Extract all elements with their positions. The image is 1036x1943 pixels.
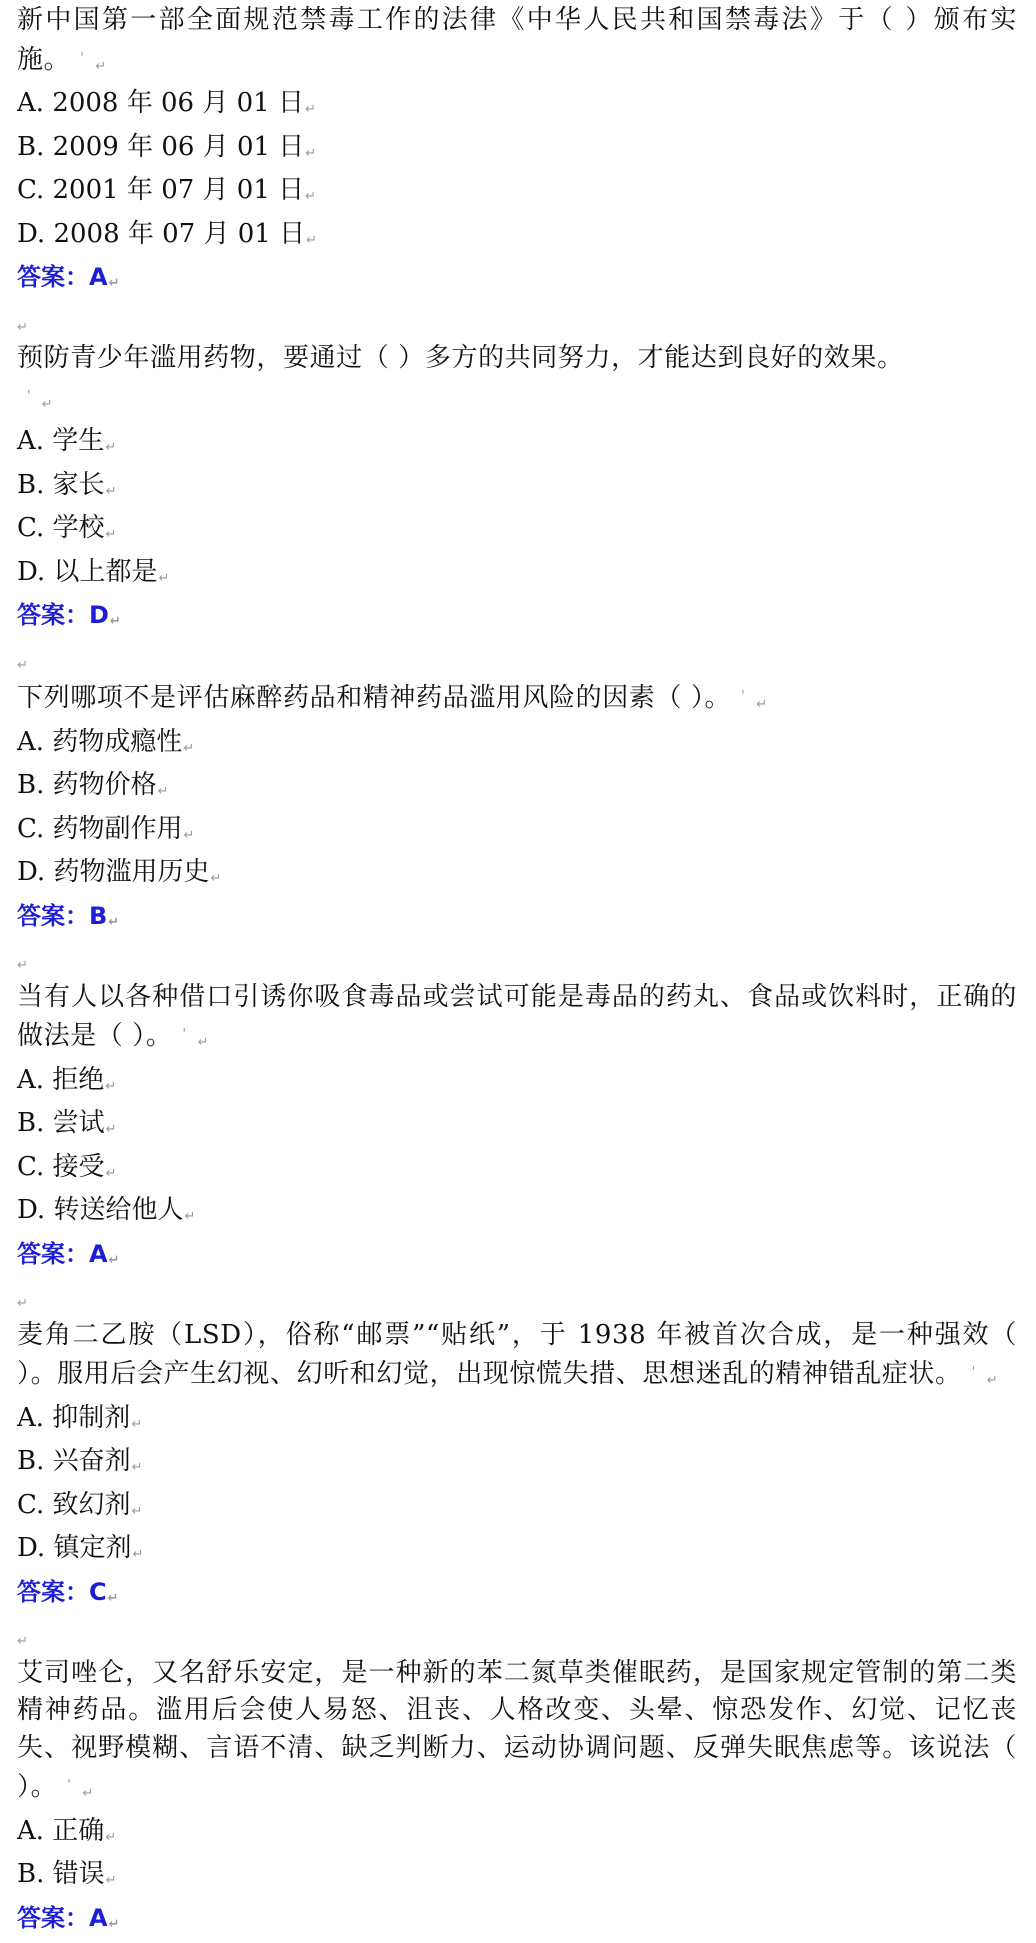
answer-value: A — [89, 1904, 108, 1932]
option-a: A. 抑制剂↵ — [17, 1400, 1017, 1444]
option-c: C. 2001 年 07 月 01 日↵ — [17, 172, 1017, 216]
question-stem: 新中国第一部全面规范禁毒工作的法律《中华人民共和国禁毒法》于（ ）颁布实施。 '↵ — [17, 2, 1017, 85]
option-a: A. 药物成瘾性↵ — [17, 724, 1017, 768]
paragraph-mark: ↵ — [17, 1296, 28, 1311]
option-c: C. 接受↵ — [17, 1149, 1017, 1193]
stem-marks-line — [17, 378, 1017, 424]
question-stem: 预防青少年滥用药物，要通过（ ）多方的共同努力，才能达到良好的效果。 — [17, 340, 1017, 378]
option-d: D. 药物滥用历史↵ — [17, 854, 1017, 898]
paragraph-mark: ↵ — [95, 59, 107, 74]
paragraph-mark: ↵ — [17, 958, 28, 973]
option-d: D. 镇定剂↵ — [17, 1530, 1017, 1574]
question-6 — [17, 1655, 1017, 1943]
paragraph-mark: ↵ — [105, 440, 116, 455]
paragraph-mark: ↵ — [105, 1079, 116, 1094]
blank-paragraph — [17, 641, 1017, 679]
paragraph-mark: ↵ — [756, 697, 768, 712]
question-5 — [17, 1317, 1017, 1655]
answer-value: A — [89, 263, 108, 291]
answer-value: C — [89, 1578, 107, 1606]
answer-line: 答案：C↵ — [17, 1574, 1017, 1618]
paragraph-mark: ↵ — [306, 233, 317, 248]
paragraph-mark: ↵ — [183, 741, 194, 756]
option-a: A. 学生↵ — [17, 423, 1017, 467]
tick-mark: ' — [27, 389, 31, 404]
option-d: D. 以上都是↵ — [17, 554, 1017, 598]
paragraph-mark: ↵ — [109, 1253, 120, 1268]
option-c: C. 药物副作用↵ — [17, 811, 1017, 855]
paragraph-mark: ↵ — [158, 571, 169, 586]
tick-mark: ' — [972, 1365, 976, 1380]
paragraph-mark: ↵ — [987, 1373, 999, 1388]
option-b: B. 家长↵ — [17, 467, 1017, 511]
question-1 — [17, 2, 1017, 340]
paragraph-mark: ↵ — [106, 1166, 117, 1181]
tick-mark: ' — [741, 689, 745, 704]
paragraph-mark: ↵ — [109, 1917, 120, 1932]
option-c: C. 致幻剂↵ — [17, 1487, 1017, 1531]
paragraph-mark: ↵ — [106, 527, 117, 542]
paragraph-mark: ↵ — [131, 1417, 142, 1432]
paragraph-mark: ↵ — [132, 1460, 143, 1475]
paragraph-mark: ↵ — [42, 397, 53, 412]
tick-mark: ' — [80, 51, 84, 66]
blank-paragraph — [17, 941, 1017, 979]
paragraph-mark: ↵ — [110, 614, 121, 629]
paragraph-mark: ↵ — [106, 1873, 117, 1888]
question-stem: 麦角二乙胺（LSD），俗称“邮票”“贴纸”，于 1938 年被首次合成，是一种强效（ ）。服用后会产生幻视、幻听和幻觉，出现惊慌失措、思想迷乱的精神错乱症状。 '↵ — [17, 1317, 1017, 1400]
paragraph-mark: ↵ — [17, 1634, 28, 1649]
option-b: B. 药物价格↵ — [17, 767, 1017, 811]
paragraph-mark: ↵ — [82, 1786, 94, 1801]
paragraph-mark: ↵ — [105, 1830, 116, 1845]
option-d: D. 2008 年 07 月 01 日↵ — [17, 216, 1017, 260]
paragraph-mark: ↵ — [305, 189, 316, 204]
paragraph-mark: ↵ — [108, 915, 119, 930]
option-b: B. 尝试↵ — [17, 1105, 1017, 1149]
question-2 — [17, 340, 1017, 678]
option-a: A. 2008 年 06 月 01 日↵ — [17, 85, 1017, 129]
answer-value: D — [89, 601, 109, 629]
paragraph-mark: ↵ — [17, 320, 28, 335]
question-4 — [17, 979, 1017, 1317]
answer-value: B — [89, 902, 107, 930]
paragraph-mark: ↵ — [132, 1547, 143, 1562]
paragraph-mark: ↵ — [17, 658, 28, 673]
paragraph-mark: ↵ — [184, 1209, 195, 1224]
answer-line: 答案：A↵ — [17, 1900, 1017, 1943]
paragraph-mark: ↵ — [158, 784, 169, 799]
blank-paragraph — [17, 303, 1017, 341]
tick-mark: ' — [182, 1027, 186, 1042]
option-b: B. 2009 年 06 月 01 日↵ — [17, 129, 1017, 173]
question-stem: 艾司唑仑，又名舒乐安定，是一种新的苯二氮草类催眠药，是国家规定管制的第二类精神药品。滥用后会使人易怒、沮丧、人格改变、头晕、惊恐发作、幻觉、记忆丧失、视野模糊、言语不清、缺乏判断力、运动协调问题、反弹失眠焦虑等。该说法（ ）。 '↵ — [17, 1655, 1017, 1813]
paragraph-mark: ↵ — [106, 484, 117, 499]
paragraph-mark: ↵ — [198, 1035, 210, 1050]
option-a: A. 拒绝↵ — [17, 1062, 1017, 1106]
option-c: C. 学校↵ — [17, 510, 1017, 554]
answer-line: 答案：A↵ — [17, 259, 1017, 303]
paragraph-mark: ↵ — [109, 276, 120, 291]
paragraph-mark: ↵ — [106, 1122, 117, 1137]
blank-paragraph — [17, 1617, 1017, 1655]
option-d: D. 转送给他人↵ — [17, 1192, 1017, 1236]
option-b: B. 错误↵ — [17, 1856, 1017, 1900]
question-stem: 当有人以各种借口引诱你吸食毒品或尝试可能是毒品的药丸、食品或饮料时，正确的做法是（ ）。 '↵ — [17, 979, 1017, 1062]
paragraph-mark: ↵ — [132, 1504, 143, 1519]
answer-line: 答案：B↵ — [17, 898, 1017, 942]
question-stem: 下列哪项不是评估麻醉药品和精神药品滥用风险的因素（ ）。 '↵ — [17, 678, 1017, 724]
paragraph-mark: ↵ — [305, 146, 316, 161]
blank-paragraph — [17, 1279, 1017, 1317]
paragraph-mark: ↵ — [210, 871, 221, 886]
option-a: A. 正确↵ — [17, 1813, 1017, 1857]
question-3 — [17, 678, 1017, 979]
paragraph-mark: ↵ — [184, 828, 195, 843]
paragraph-mark: ↵ — [305, 102, 316, 117]
answer-line: 答案：A↵ — [17, 1236, 1017, 1280]
option-b: B. 兴奋剂↵ — [17, 1443, 1017, 1487]
tick-mark: ' — [67, 1778, 71, 1793]
document-body — [17, 2, 1017, 1943]
answer-value: A — [89, 1240, 108, 1268]
answer-line: 答案：D↵ — [17, 597, 1017, 641]
paragraph-mark: ↵ — [108, 1591, 119, 1606]
